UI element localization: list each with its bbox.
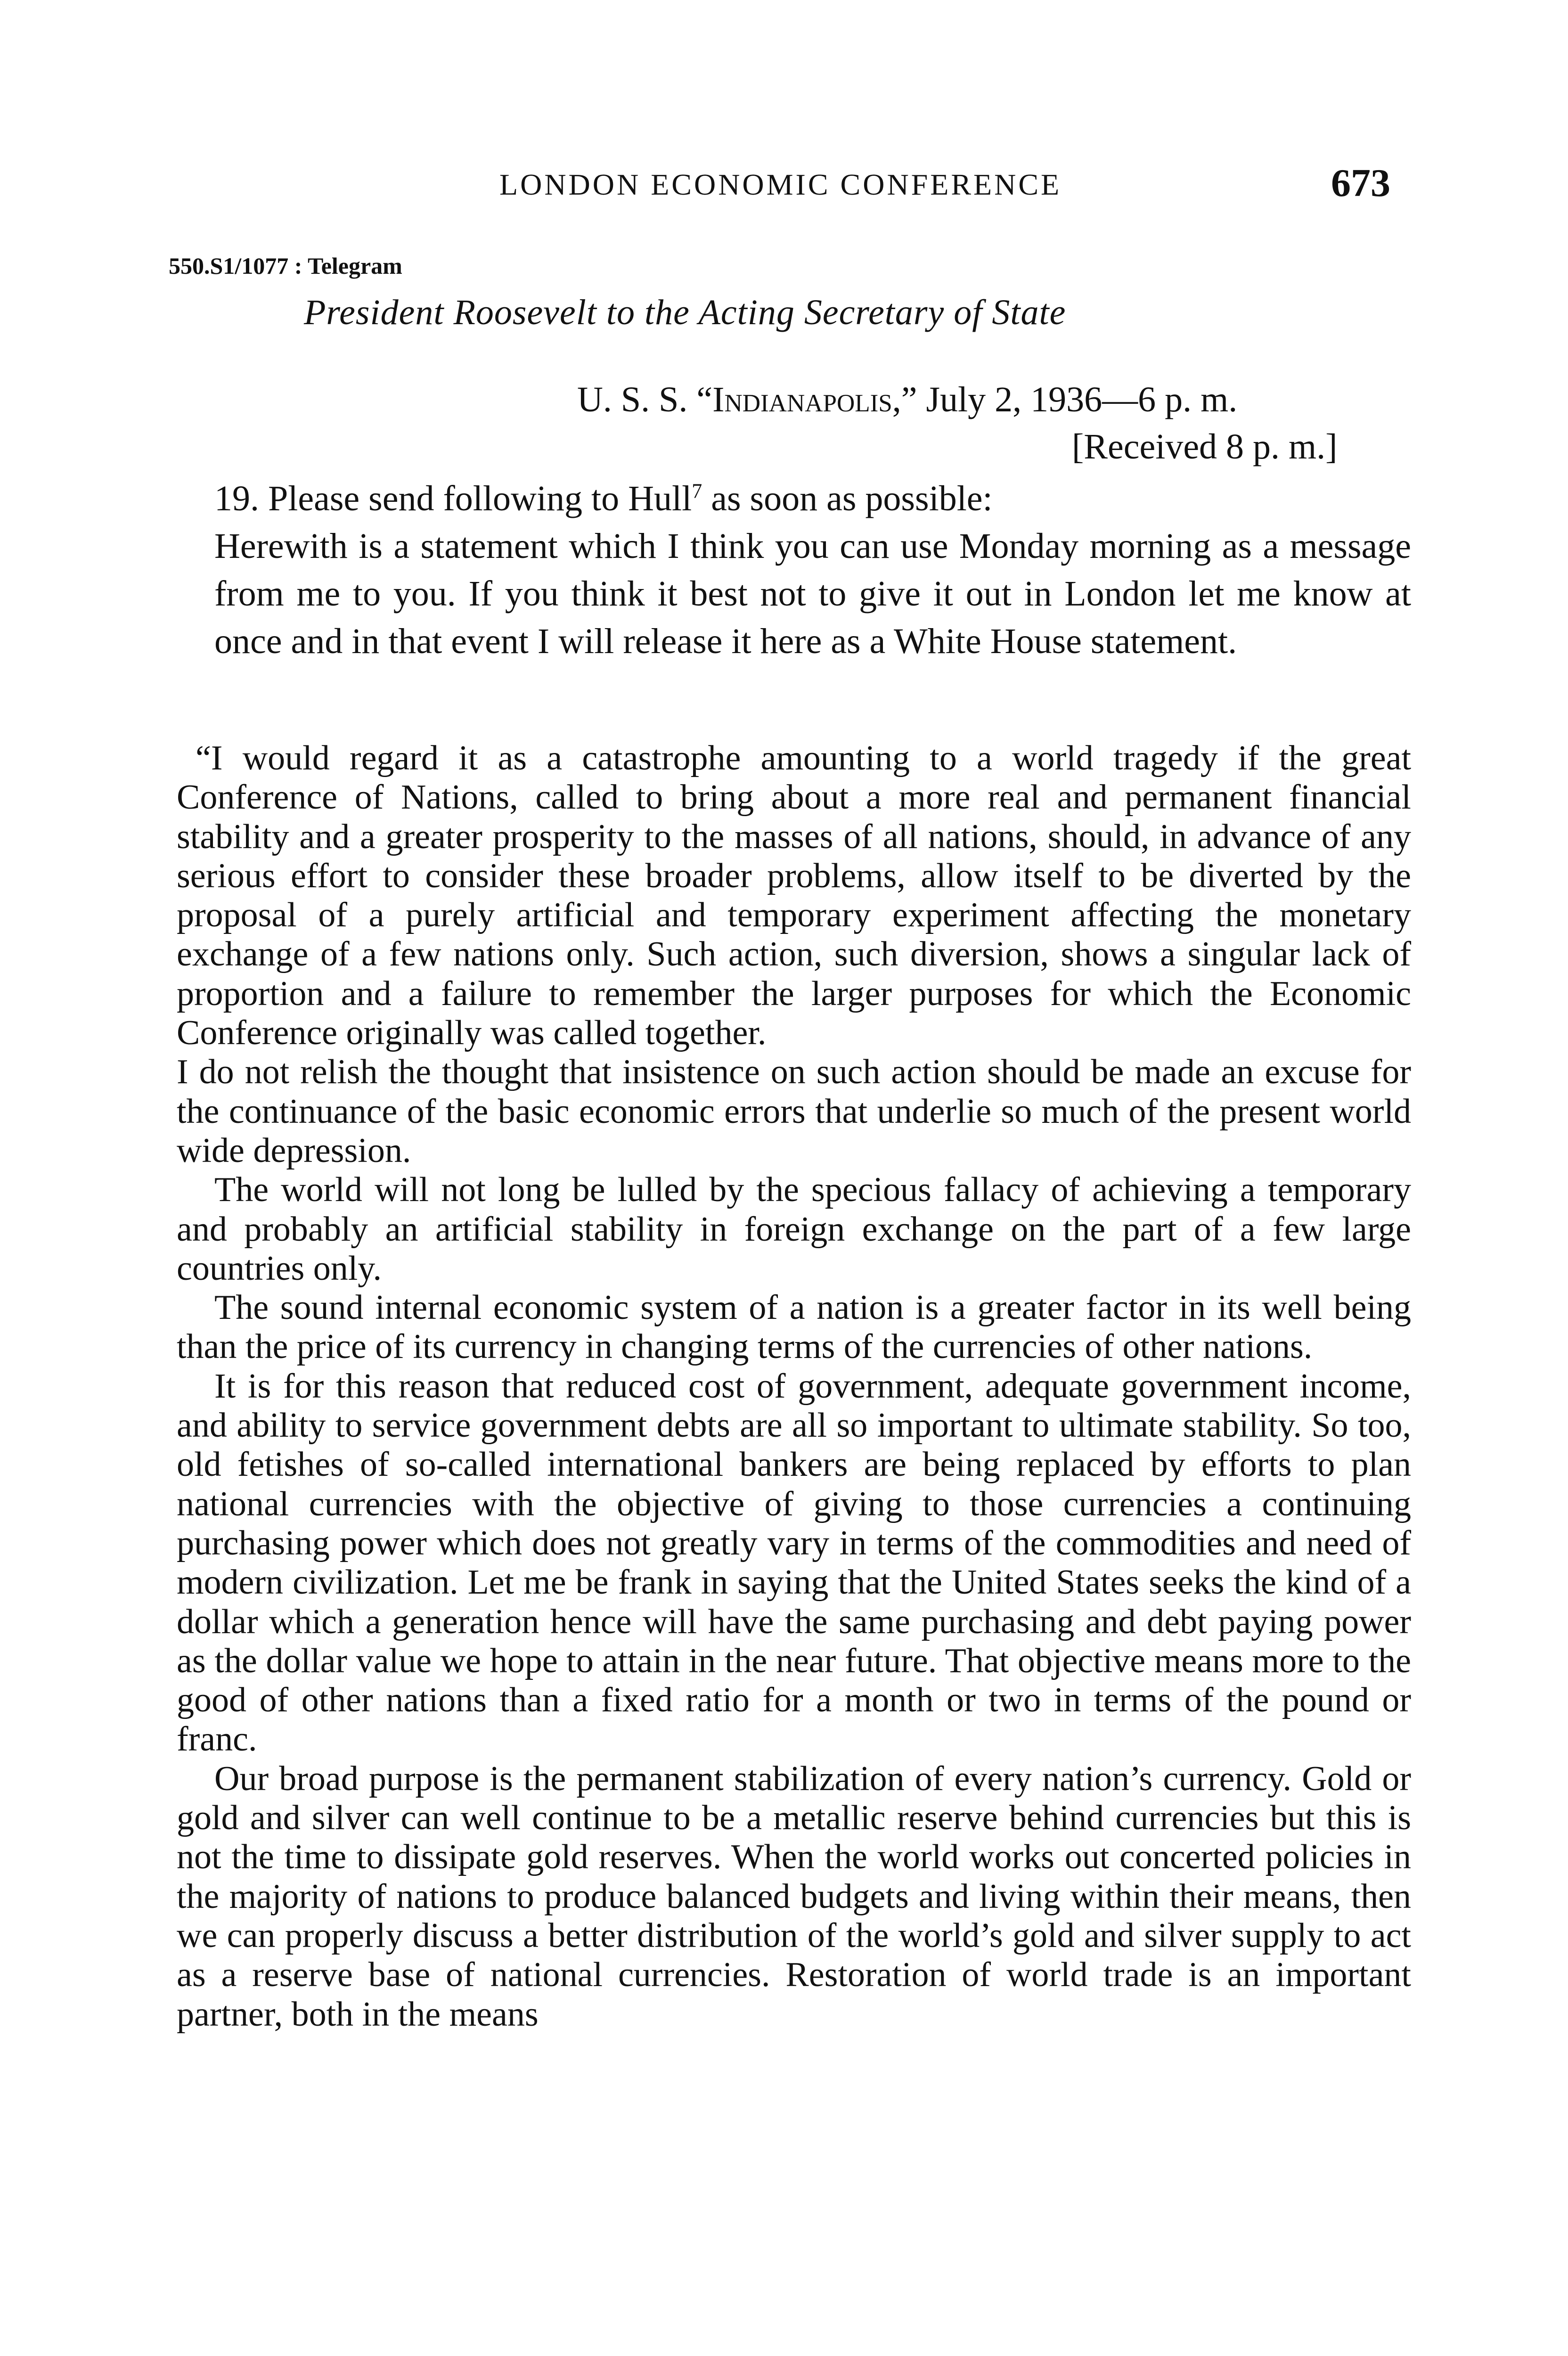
statement-paragraph: I do not relish the thought that insistence on such action should be made an excuse for the continuance of the basic economic errors that underlie so much of the present world wide depression. [177, 1053, 1411, 1170]
dateline-suffix: ,” July 2, 1936—6 p. m. [892, 380, 1238, 419]
statement-paragraph: “I would regard it as a catastrophe amounting to a world tragedy if the great Conference of Nations, called to bring about a more real and permanent financial stability and a greater prosperity to the masses of all nations, should, in advance of any serious effort to consider these broader problems, allow itself to be diverted by the proposal of a purely artificial and temporary experiment affecting the monetary exchange of a few nations only. Such action, such diversion, shows a singular lack of proportion and a failure to remember the larger purposes for which the Economic Conference originally was called together. [177, 739, 1411, 1053]
running-head: LONDON ECONOMIC CONFERENCE [499, 168, 1062, 201]
page-number: 673 [1331, 161, 1390, 205]
telegram-intro-paragraph: Herewith is a statement which I think you can use Monday morning as a message from me to you. If you think it best not to give it out in London let me know at once and in that event I will release it here as a White House statement. [214, 526, 1411, 661]
telegram-line-1-end: as soon as possible: [702, 479, 993, 518]
dateline [577, 377, 1237, 422]
footnote-reference: 7 [692, 479, 702, 503]
statement-paragraph: Our broad purpose is the permanent stabilization of every nation’s currency. Gold or gold and silver can well continue to be a metallic reserve behind currencies but this is not the time to dissipate gold reserves. When the world works out concerted policies in the majority of nations to produce balanced budgets and living within their means, then we can properly discuss a better distribution of the world’s gold and silver supply to act as a reserve base of national currencies. Restoration of world trade is an important partner, both in the means [177, 1759, 1411, 2034]
received-time: [Received 8 p. m.] [1072, 427, 1338, 466]
dateline-ship: Indianapolis [712, 380, 892, 419]
telegram-line-1-text: 19. Please send following to Hull [214, 479, 692, 518]
statement-paragraph: It is for this reason that reduced cost of government, adequate government income, and ability to service government debts are all so important to ultimate stability. So too, old fetishes of so-called international bankers are being replaced by efforts to plan national currencies with the objective of giving to those currencies a continuing purchasing power which does not greatly vary in terms of the commodities and need of modern civilization. Let me be frank in saying that the United States seeks the kind of a dollar which a generation hence will have the same purchasing and debt paying power as the dollar value we hope to attain in the near future. That objective means more to the good of other nations than a fixed ratio for a month or two in terms of the pound or franc. [177, 1366, 1411, 1759]
document-title: President Roosevelt to the Acting Secretary of State [304, 293, 1066, 332]
telegram-intro [214, 475, 1411, 665]
file-number: 550.S1/1077 : Telegram [169, 253, 402, 279]
dateline-prefix: U. S. S. “ [577, 380, 713, 419]
statement-paragraph: The sound internal economic system of a nation is a greater factor in its well being than the price of its currency in changing terms of the currencies of other nations. [177, 1288, 1411, 1366]
statement-paragraph: The world will not long be lulled by the specious fallacy of achieving a temporary and probably an artificial stability in foreign exchange on the part of a few large countries only. [177, 1170, 1411, 1288]
statement-body [177, 739, 1411, 2034]
telegram-line-1 [214, 475, 1411, 523]
